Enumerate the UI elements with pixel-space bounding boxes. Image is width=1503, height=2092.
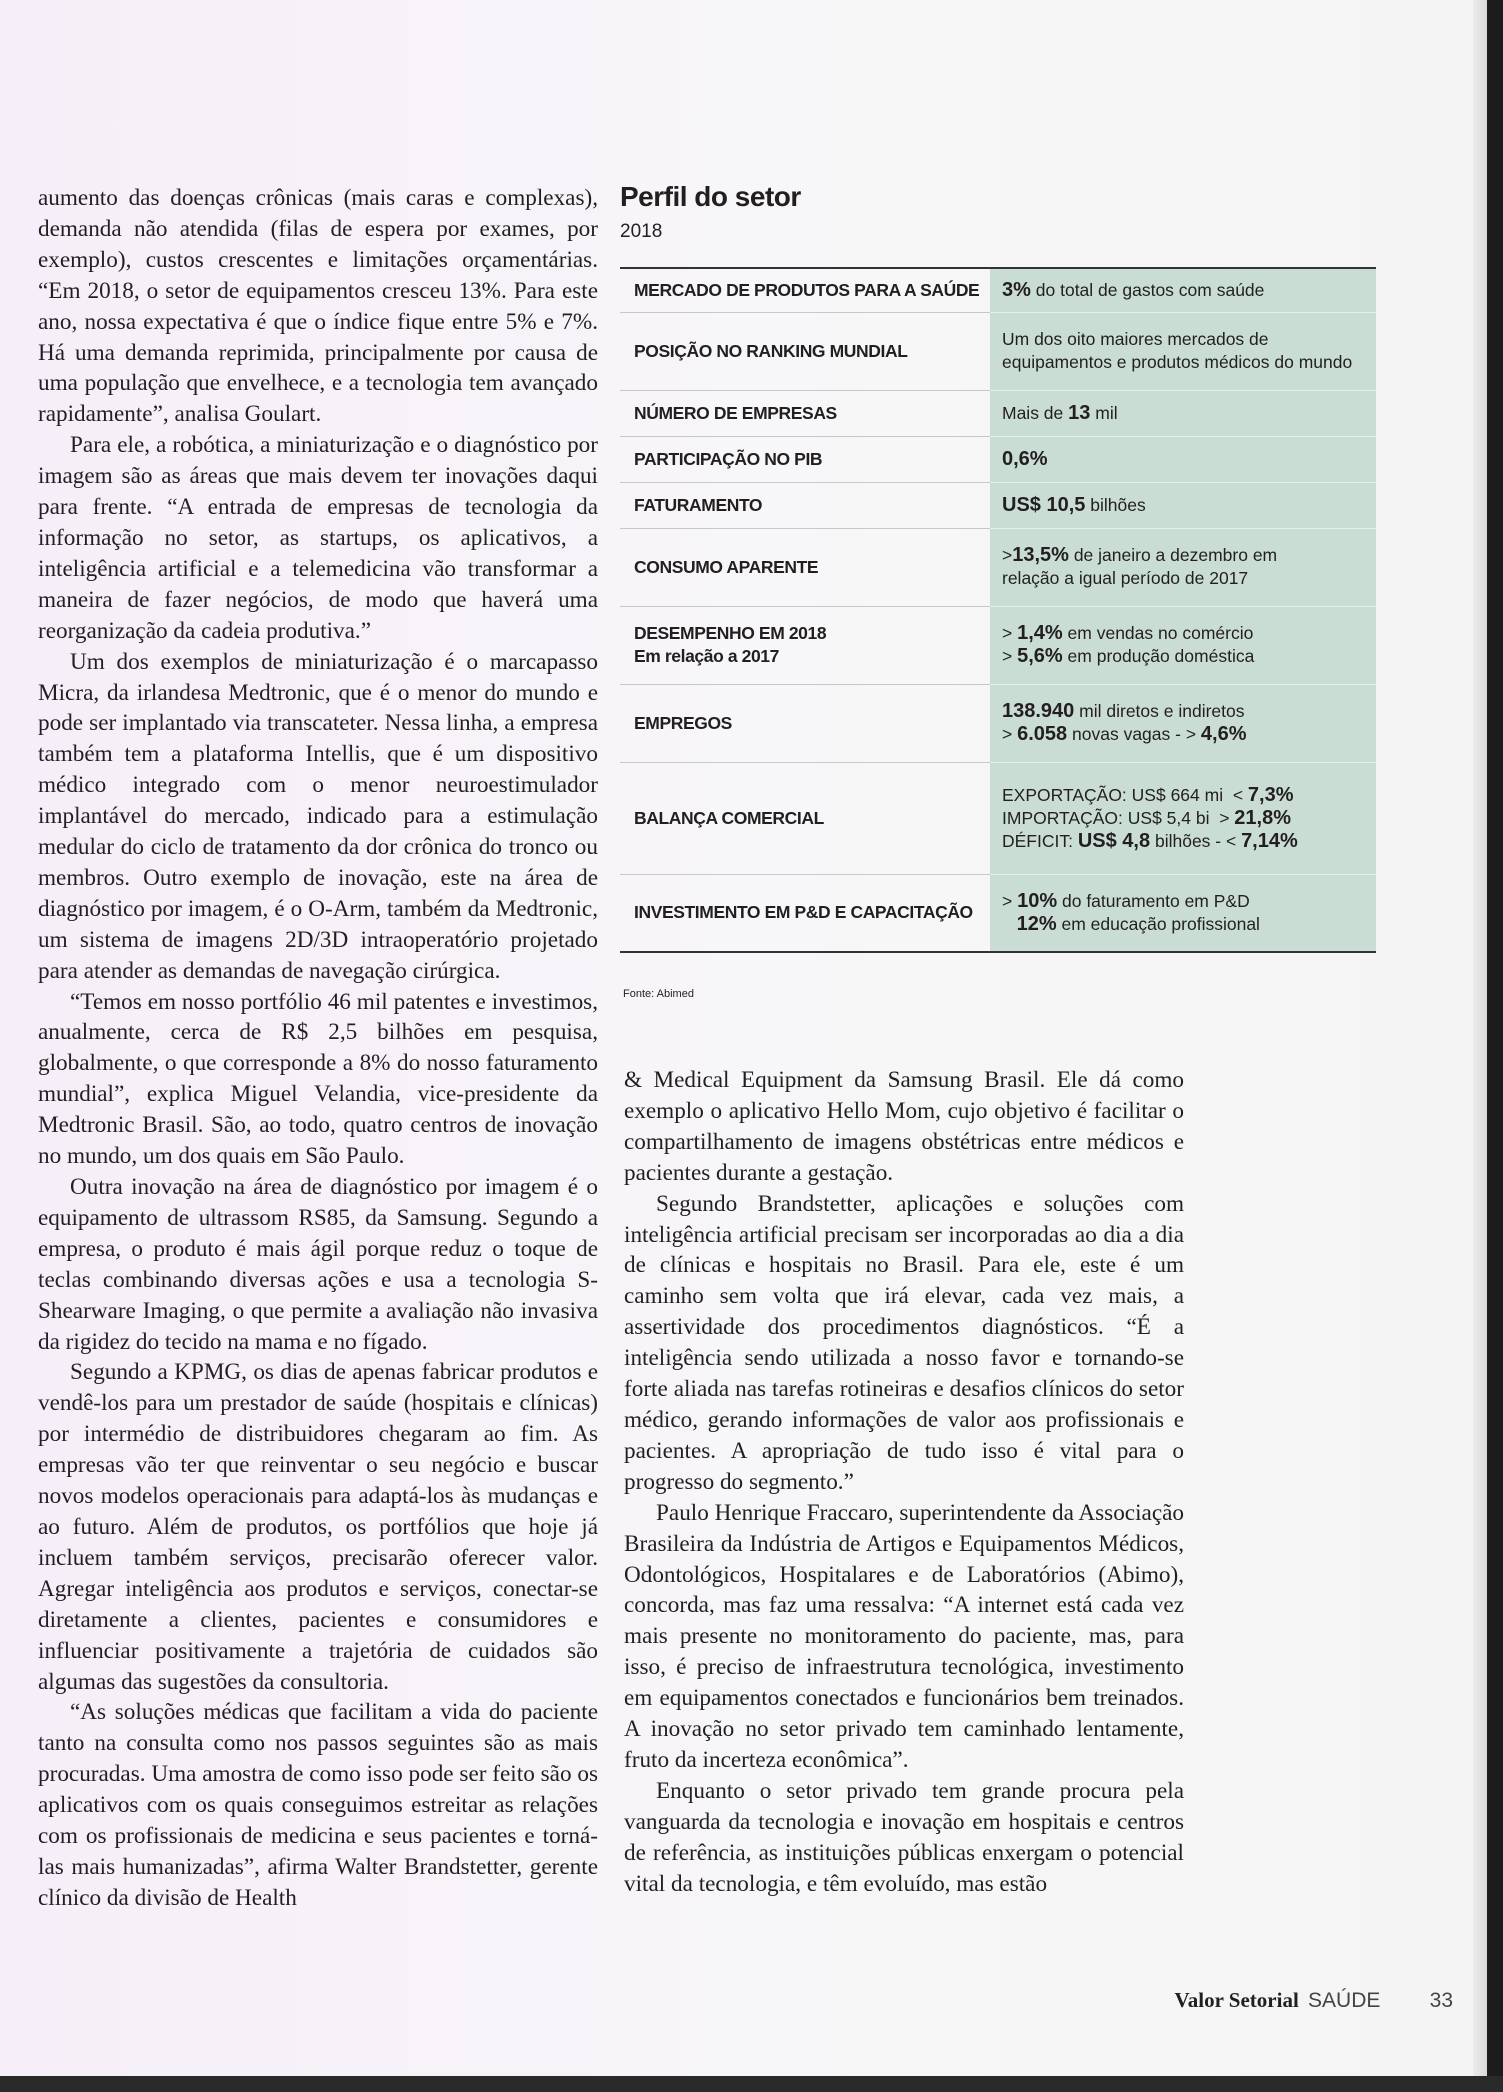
stats-value-line <box>1002 784 1366 807</box>
publication-name: Valor Setorial <box>1174 1988 1299 2012</box>
right-text-column <box>624 1065 1184 1899</box>
stats-value-line <box>1002 328 1366 351</box>
paragraph: Outra inovação na área de diagnóstico por imagem é o equipamento de ultrassom RS85, da Samsung. Segundo a empresa, o produto é mais ágil porque reduz o toque de teclas combinando diversas ações e usa a tecnologia S-Shearware Imaging, o que permite a avaliação não invasiva da rigidez do tecido na mama e no fígado. <box>38 1174 598 1355</box>
stats-highlight: 3% <box>1002 278 1031 301</box>
stats-label-text: CONSUMO APARENTE <box>634 556 819 577</box>
left-text-column <box>38 183 598 1914</box>
stats-value <box>990 268 1376 312</box>
stats-value-line <box>1002 830 1366 853</box>
stats-value-line <box>1002 351 1366 374</box>
stats-text: > <box>1002 890 1018 911</box>
stats-text: em produção doméstica <box>1062 646 1255 666</box>
stats-row <box>620 482 1376 528</box>
stats-highlight: US$ 4,8 <box>1077 829 1151 852</box>
stats-label <box>620 762 990 874</box>
stats-label <box>620 606 990 684</box>
stats-value-line <box>1002 723 1366 746</box>
stats-value-line <box>1002 622 1366 645</box>
stats-label-text: NÚMERO DE EMPRESAS <box>634 402 837 423</box>
stats-label-text: BALANÇA COMERCIAL <box>634 807 824 828</box>
stats-highlight: 4,6% <box>1200 723 1247 745</box>
stats-label-text: FATURAMENTO <box>634 494 763 515</box>
stats-value-line <box>1002 544 1366 567</box>
stats-row <box>620 606 1376 684</box>
stats-label <box>620 684 990 762</box>
stats-row <box>620 436 1376 482</box>
page-edge-shadow <box>1473 0 1487 2092</box>
stats-text: bilhões <box>1085 494 1146 515</box>
stats-text: IMPORTAÇÃO: US$ 5,4 bi > <box>1002 807 1235 828</box>
stats-value <box>990 762 1376 874</box>
stats-text <box>1002 914 1017 934</box>
stats-value-line <box>1002 700 1366 723</box>
profile-title: Perfil do setor <box>620 181 801 212</box>
stats-text: bilhões - < <box>1150 830 1242 851</box>
paragraph: Segundo a KPMG, os dias de apenas fabricar produtos e vendê-los para um prestador de saúde (hospitais e clínicas) por intermédio de distribuidores chegaram ao fim. As empresas vão ter que reinventar o seu negócio e buscar novos modelos operacionais para adaptá-los às mudanças e ao futuro. Além de produtos, os portfólios que hoje já incluem também serviços, precisarão oferecer valor. Agregar inteligência aos produtos e serviços, conectar-se diretamente a clientes, pacientes e consumidores e influenciar positivamente a trajetória de cuidados são algumas das sugestões da consultoria. <box>38 1359 598 1695</box>
stats-value-line <box>1002 645 1366 668</box>
stats-label <box>620 390 990 436</box>
paragraph: Para ele, a robótica, a miniaturização e o diagnóstico por imagem são as áreas que mais devem ter inovações daqui para frente. “A entrada de empresas de tecnologia da informação no setor, as startups, os aplicativos, a inteligência artificial e a telemedicina vão transformar a maneira de fazer negócios, de modo que haverá uma reorganização da cadeia produtiva.” <box>38 432 598 644</box>
stats-highlight: US$ 10,5 <box>1002 493 1086 516</box>
paragraph: Paulo Henrique Fraccaro, superintendente da Associação Brasileira da Indústria de Artigos e Equipamentos Médicos, Odontológicos, Hospitalares e de Laboratórios (Abimo), concorda, mas faz uma ressalva: “A internet está cada vez mais presente no monitoramento do paciente, mas, para isso, é preciso de infraestrutura tecnológica, investimento em equipamentos conectados e funcionários bem treinados. A inovação no setor privado tem caminhado lentamente, fruto da incerteza econômica”. <box>624 1499 1184 1773</box>
stats-label-text: EMPREGOS <box>634 712 732 733</box>
stats-value <box>990 684 1376 762</box>
stats-highlight: 12% <box>1016 912 1057 935</box>
stats-highlight: 21,8% <box>1234 806 1291 829</box>
stats-text: de janeiro a dezembro em <box>1068 545 1278 565</box>
stats-highlight: 7,14% <box>1241 829 1298 852</box>
stats-label-text: MERCADO DE PRODUTOS PARA A SAÚDE <box>634 279 980 300</box>
stats-label <box>620 436 990 482</box>
sector-profile-box <box>620 180 1376 935</box>
stats-text: do total de gastos com saúde <box>1030 279 1265 300</box>
source-note: Fonte: Abimed <box>623 988 694 1000</box>
stats-highlight: 138.940 <box>1002 700 1075 722</box>
stats-value <box>990 528 1376 606</box>
paragraph: Um dos exemplos de miniaturização é o marcapasso Micra, da irlandesa Medtronic, que é o menor do mundo e pode ser implantado via transcateter. Nessa linha, a empresa também tem a plataforma Intellis, que é um dispositivo médico integrado com o menor neuroestimulador implantável do mercado, indicado para a estimulação medular do ciclo de tratamento da dor crônica do tronco ou membros. Outro exemplo de inovação, este na área de diagnóstico por imagem, é o O-Arm, também da Medtronic, um sistema de imagens 2D/3D intraoperatório projetado para atender as demandas de navegação cirúrgica. <box>38 648 598 984</box>
stats-row <box>620 762 1376 874</box>
stats-value <box>990 390 1376 436</box>
stats-value <box>990 482 1376 528</box>
stats-text: > <box>1002 646 1018 666</box>
stats-highlight: 13 <box>1068 401 1091 424</box>
stats-label <box>620 268 990 312</box>
paragraph: & Medical Equipment da Samsung Brasil. Ele dá como exemplo o aplicativo Hello Mom, cujo objetivo é facilitar o compartilhamento de imagens obstétricas entre médicos e pacientes durante a gestação. <box>624 1067 1184 1186</box>
page-number: 33 <box>1429 1989 1453 2012</box>
stats-row <box>620 684 1376 762</box>
stats-row <box>620 312 1376 390</box>
stats-text: mil <box>1090 402 1118 423</box>
stats-value-line <box>1002 913 1366 936</box>
stats-text: em educação profissional <box>1056 913 1260 934</box>
stats-text: > <box>1002 724 1018 744</box>
stats-label-text: DESEMPENHO EM 2018 <box>634 623 827 643</box>
stats-highlight: 0,6% <box>1002 447 1048 470</box>
stats-highlight: 1,4% <box>1017 622 1063 644</box>
stats-text: EXPORTAÇÃO: US$ 664 mi < <box>1002 784 1248 805</box>
stats-text: equipamentos e produtos médicos do mundo <box>1002 352 1353 372</box>
stats-text: > <box>1002 623 1018 643</box>
stats-value-line <box>1002 890 1366 913</box>
section-name: SAÚDE <box>1308 1989 1381 2012</box>
scan-edge <box>1487 0 1503 2092</box>
stats-label-text: INVESTIMENTO EM P&D E CAPACITAÇÃO <box>634 902 973 923</box>
stats-value <box>990 606 1376 684</box>
stats-value <box>990 874 1376 952</box>
stats-text: > <box>1002 545 1013 565</box>
stats-value-line <box>1002 448 1366 471</box>
paragraph: aumento das doenças crônicas (mais caras e complexas), demanda não atendida (filas de espera por exames, por exemplo), custos crescentes e limitações orçamentárias. “Em 2018, o setor de equipamentos cresceu 13%. Para este ano, nossa expectativa é que o índice fique entre 5% e 7%. Há uma demanda reprimida, principalmente por causa de uma população que envelhece, e a tecnologia tem avançado rapidamente”, analisa Goulart. <box>38 185 598 428</box>
stats-highlight: 10% <box>1017 889 1058 912</box>
stats-label-text: POSIÇÃO NO RANKING MUNDIAL <box>634 340 908 361</box>
stats-row <box>620 390 1376 436</box>
stats-value-line <box>1002 402 1366 425</box>
stats-text: relação a igual período de 2017 <box>1002 568 1249 588</box>
stats-row <box>620 268 1376 312</box>
sector-stats-table <box>620 267 1376 953</box>
stats-highlight: 6.058 <box>1017 723 1068 745</box>
stats-text: DÉFICIT: <box>1002 830 1078 851</box>
stats-label <box>620 482 990 528</box>
stats-highlight: 5,6% <box>1017 645 1063 667</box>
stats-value <box>990 436 1376 482</box>
stats-label <box>620 528 990 606</box>
stats-value-line <box>1002 567 1366 590</box>
scan-edge-bottom <box>0 2076 1503 2092</box>
stats-label <box>620 312 990 390</box>
stats-value-line <box>1002 807 1366 830</box>
paragraph: Enquanto o setor privado tem grande procura pela vanguarda da tecnologia e inovação em hospitais e centros de referência, as instituições públicas enxergam o potencial vital da tecnologia, e têm evoluído, mas estão <box>624 1777 1184 1897</box>
paragraph: Segundo Brandstetter, aplicações e soluções com inteligência artificial precisam ser incorporadas ao dia a dia de clínicas e hospitais no Brasil. Para ele, este é um caminho sem volta que irá elevar, cada vez mais, a assertividade dos procedimentos diagnósticos. “É a inteligência sendo utilizada a nosso favor e tornando-se forte aliada nas tarefas rotineiras e desafios clínicos do setor médico, gerando informações de valor aos profissionais e pacientes. A apropriação de tudo isso é vital para o progresso do segmento.” <box>624 1190 1184 1495</box>
stats-row <box>620 874 1376 952</box>
paragraph: “As soluções médicas que facilitam a vida do paciente tanto na consulta como nos passos seguintes são as mais procuradas. Uma amostra de como isso pode ser feito são os aplicativos com os quais conseguimos estreitar as relações com os profissionais de medicina e seus pacientes e torná-las mais humanizadas”, afirma Walter Brandstetter, gerente clínico da divisão de Health <box>38 1699 598 1911</box>
stats-value <box>990 312 1376 390</box>
stats-label-subtext: Em relação a 2017 <box>634 646 779 666</box>
stats-text: mil diretos e indiretos <box>1074 701 1245 721</box>
stats-text: Um dos oito maiores mercados de <box>1002 329 1269 349</box>
stats-label <box>620 874 990 952</box>
stats-highlight: 13,5% <box>1012 544 1069 566</box>
stats-value-line <box>1002 279 1366 302</box>
stats-label-text: PARTICIPAÇÃO NO PIB <box>634 448 823 469</box>
stats-text: Mais de <box>1002 402 1069 423</box>
stats-text: do faturamento em P&D <box>1057 890 1250 911</box>
profile-year: 2018 <box>620 221 663 242</box>
stats-text: em vendas no comércio <box>1062 623 1254 643</box>
stats-highlight: 7,3% <box>1247 783 1294 806</box>
stats-value-line <box>1002 494 1366 517</box>
page-footer <box>1175 1988 1453 2013</box>
stats-row <box>620 528 1376 606</box>
stats-text: novas vagas - > <box>1067 724 1201 744</box>
paragraph: “Temos em nosso portfólio 46 mil patentes e investimos, anualmente, cerca de R$ 2,5 bilhões em pesquisa, globalmente, o que corresponde a 8% do nosso faturamento mundial”, explica Miguel Velandia, vice-presidente da Medtronic Brasil. São, ao todo, quatro centros de inovação no mundo, um dos quais em São Paulo. <box>38 988 598 1170</box>
